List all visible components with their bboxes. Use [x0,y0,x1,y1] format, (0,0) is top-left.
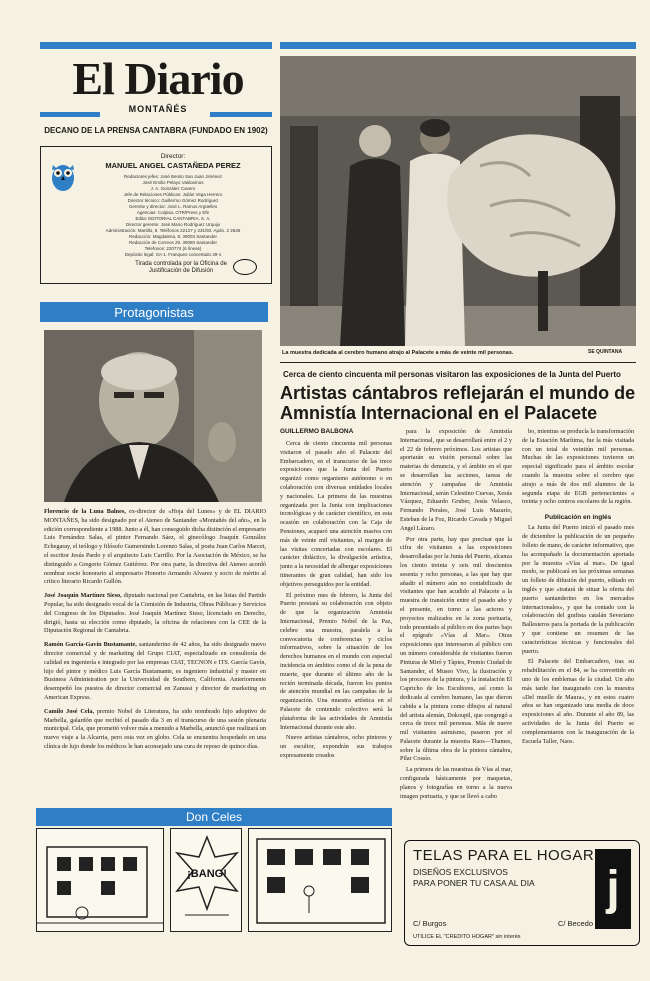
article-paragraph: La primera de las muestras de Vías al mar, configurada básicamente por maquetas, planos y fotografías en torno a la nueva imagen portuaria, y que se llevó a cabo [400,766,512,800]
protagonista-name: Florencio de la Luna Balnes, [44,508,126,515]
comic-panel-1 [36,828,164,932]
masthead-tagline: DECANO DE LA PRENSA CANTABRA (FUNDADO EN 1902) [44,126,268,135]
protagonista-body: premio Nobel de Literatura, ha sido nombrado hijo adoptivo de Marbella, galardón que recibió el pasado día 3 en el transcurso de una sesión plenaria municipal. Cela, que prometió volver más a menudo a Marbella, anunció que realizará un nuevo viaje a la Alcarria, pero esta vez en globo. Cela se encuentra hospedado en una clínica de lujo donde los médicos le han aconsejado una cura de reposo de quince días. [44,707,266,750]
comic-panel-2 [170,828,242,932]
caption-rule [280,362,636,363]
photo-credit: SE QUINTANA [588,349,623,355]
comic-balloon-text: ¡BANG! [187,868,227,880]
article-paragraph: Nueve artistas cántabros, ocho pintores y un escultor, expondrán sus trabajos expresamente creados [280,734,392,759]
ad-line-1: DISEÑOS EXCLUSIVOS [413,867,508,877]
masthead-subtitle: MONTAÑÉS [128,104,188,114]
staff-line: Edita: EDITORIAL CANTABRIA, S. A. [135,215,211,221]
article-headline: Artistas cántabros reflejarán el mundo de Amnistía Internacional en el Palacete [280,383,636,423]
article-column-1 [280,440,392,836]
staff-line: Redacción de Correos 29. 39080 Santander [128,240,218,246]
staff-line: Gerente y director: José L. Ramos Argüelles [128,203,218,209]
protagonista-paragraph [44,592,266,636]
advertisement [404,840,640,946]
ad-line-2: PARA PONER TU CASA AL DIA [413,878,535,889]
article-paragraph: bo, mientras se producía la transformación de la Estación Marítima, fue la más visitada con un total de veintiún mil personas. Muchas de las exposiciones tuvieron un especial significado para el ámbito escolar cuando la muestra sobre el cerebro que atrajo a más de dos mil alumnos de la segunda etapa de EGB pertenecientes a treinta y ocho centros escolares de la región. [522,428,634,506]
staff-box [40,146,272,284]
top-rule-left [40,42,272,49]
masthead-title: El Diario [72,53,244,104]
article-paragraph: La Junta del Puerto inició el pasado mes de diciembre la publicación de un pequeño folleto de mano, de carácter informativo, que ha acompañado la documentación aportada por la muestra «Vías al mar». De igual modo, se publicará en las próximas semanas un folleto de difusión del puerto, editado en inglés y que «tratará de situar la oferta del puerto santanderino en los mercados internacionales», y que ha contado con la colaboración del grafista catalán Severiano Ballesteros para la portada de la publicación y que contiene un resumen de las características técnicas y funcionales del puerto. [522,524,634,655]
staff-line: Director técnico: Guillermo Gómez Rodríguez [127,197,219,203]
staff-line: J. A. González Cavero [150,185,196,191]
staff-line: Jefe de Relaciones Públicas: Julián Vega Herrero [123,191,223,197]
ad-address-2: C/ Becedo [557,919,593,928]
owl-logo-icon [49,159,77,193]
staff-lines [81,174,265,259]
protagonista-paragraph [44,508,266,587]
staff-line: Redacción: Magdalena, 8. 39003 Santander [128,234,218,240]
protagonista-paragraph [44,708,266,752]
top-rule-right [280,42,636,49]
director-label: Director: [160,153,186,160]
protagonista-paragraph [44,641,266,703]
staff-line: Telefonos: 220774 (6 líneas) [144,246,202,252]
protagonista-name: Ramón García-Gavín Bustamante, [44,641,137,649]
protagonista-name: José Joaquín Martínez Sieso, [44,592,122,600]
protagonista-body: diputado nacional por Cantabria, en las listas del Partido Popular, ha sido designado vocal de la Comisión de Industria, Obras Públicas y Servicios del Congreso de los Diputados. José Joaquín Martínez Sieso, licenciado en Derecho, dirigió, hasta su elección como diputado, la oficina de relaciones con la CEE de la Diputación Regional de Cantabria. [44,592,267,635]
article-byline: GUILLERMO BALBONA [280,428,354,435]
ad-addresses [413,919,593,928]
staff-line: Agencias: Colpisa, OTR/Press y Efe [136,209,210,215]
ad-address-1: C/ Burgos [413,919,447,928]
article-subhead: Publicación en inglés [544,514,612,522]
protagonista-body: ex-director de «Hoja del Lunes» y de EL DIARIO MONTAÑES, ha sido designado por el Ateneo de Santander «Montañés del año», en la edición correspondiente a 1988. Junto a él, han conseguido dicha distinción el empresario Luis Fernández Salas, el pintor Fernando Sáez, el ginecólogo Joaquín González Echegaray, el teólogo y filósofo Gumersindo Lorenzo Salas, el poeta Juan Carlos Marcet, el escritor Jesús Pardo y el arquitecto Luis Carrillo. Por la Asociación de México, se ha distinguido a Gregorio Gómez Gutiérrez. Por otra parte, la directiva del Ateneo acordó nombrar socio honorario al empresario Honorio Armando Alvarez y socio de mérito al crítico literario Ricardo Gullón. [44,508,266,586]
protagonista-body: santanderino de 42 años, ha sido designado nuevo director comercial y de marketing del Grupo CIAT, especializado en consultoría de calidad en ingeniería e integrado por las empresas CIAT, TECNON e ITS. García Gavín, hijo del pintor y médico Luis García Bustamante, es ingeniero industrial y master en Business Administration por la Universidad de Southern, California. Anteriormente desempeñó los puestos de director comercial en Zanussi y director de marketing en American Express. [44,641,266,701]
staff-line: Administración: Martillo, 8. Teléfonos 22127 y 231/92. Apdo. 2 2636 [105,228,241,234]
article-column-2 [400,428,512,836]
ad-title: TELAS PARA EL HOGAR [413,847,595,864]
article-column-3 [522,428,634,836]
staff-line: Depósito legal: SA-1. Franqueo concertado 39-1 [124,252,222,258]
ad-logo: j [595,849,631,929]
staff-line: Director gerente: José Mario Rodríguez Urquijo [125,222,221,227]
director-name: MANUEL ANGEL CASTAÑEDA PEREZ [105,161,241,171]
article-paragraph: para la exposición de Amnistía Internacional, que se desarrollará entre el 2 y el 22 de febrero próximos. Los artistas que aportarán su visión personal sobre las materias de denuncia, y el ámbito en el que se desarrollan las acciones, tareas de atención y campañas de Amnistía Internacional, serán Celestino Cuevas, Xesús Vázquez, Eduardo Gruber, Jesús Velasco, Fernando Perales, José Luis Mazarío, Esteban de la Foz, Ricardo Cavada y Miguel Angel Lázaro. [400,428,512,532]
article-paragraph: El próximo mes de febrero, la Junta del Puerto prestará su colaboración con objeto de que la organización Amnistía Internacional, Premio Nobel de la Paz, celebre una muestra, paralela a la convocatoria de conferencias y ciclos informativos, sobre la situación de los derechos humanos en el mundo con especial incidencia en ámbitos como el de la pena de muerte, que durante el último año de la recién terminada década, fueron los puntos de atención mundial en las campañas de la organización. Una muestra artística en el Palacete de contenido colectivo será la plataforma de las actividades de Amnistía Internacional durante este año. [280,591,392,731]
ojd-seal-icon [233,259,257,275]
photo-caption: La muestra dedicada al cerebro humano atrajo al Palacete a más de veinte mil personas. [282,350,514,356]
protagonistas-header: Protagonistas [40,302,268,322]
article-paragraph: El Palacete del Embarcadero, tras su rehabilitación en el 84, se ha convertido en uno de los emblemas de la ciudad. Un año más tarde fue inaugurado con la muestra «Del muelle de Maura», y en estos cuatro años se han organizado una media de doce exposiciones al año. Durante el año 89, las actividades de la Junta del Puerto se complementaron con la inauguración de la Escuela Taller, Naos. [522,658,634,745]
ad-footer: UTILICE EL "CREDITO HOGAR" sin interés [413,934,521,940]
article-paragraph: Cerca de ciento cincuenta mil personas visitaron el pasado año el Palacete del Embarcadero, en el transcurso de las trece exposiciones que la Junta del Puerto organizó como organismo autónomo o en colaboración con diversas entidades locales y nacionales. La primera de las muestras organizada por la Junta con implicaciones tecnológicas y de carácter científico, en esta ocasión en colaboración con la Caja de Pensiones, acaparó una atención masiva con más de veinte mil visitantes, al margen de las visitas concertadas con escolares. El carácter didáctico, la divulgación artística, junto a la necesidad de albergar exposiciones itinerantes de gran calidad, han sido los objetivos perseguidos por la entidad. [280,440,392,588]
protagonista-name: Camilo José Cela, [44,707,95,715]
protagonistas-text [44,508,266,757]
article-paragraph: Por otra parte, hay que precisar que la cifra de visitantes a las exposiciones desarrolladas por la Junta del Puerto, alcanza los ciento treinta y seis mil doscientos sesenta y ocho personas, a las que hay que añadir el número aún no contabilizado de visitantes que han acudido al Palacete a la muestra de transición entre el pasado año y el presente, en torno a las actores y proyectos realizados en la zona portuaria, todo presentado al público en dos partes bajo el epígrafe «Vías al Mar». Otras exposiciones que interesaron al público con un número considerable de visitantes fueron Pinturas de Miró y Tàpies, Premio Ciudad de Santander, el Museo Vivo, la ilustración y los procesos de la pintura, y la instalación El Capricho de los Escultores, así como la dedicada al cerebro humano, las que dieron cabida a la pintura como dibujos al natural del artista alemán, Dokoupil, que congregó a cerca de trece mil personas. Más de nueve mil visitantes asimismo, pasaron por el Palacete durante la muestra Raos—Thames, sobre la última obra de la pintora cántabra, Pilar Cossío. [400,535,512,763]
director-block [81,153,265,171]
exhibition-photo [280,56,636,346]
protagonista-portrait [44,330,262,502]
circulation-note: Tirada controlada por la Oficina de Justificación de Difusión [135,260,227,274]
comic-panel-3 [248,828,392,932]
article-kicker: Cerca de ciento cincuenta mil personas visitaron las exposiciones de la Junta del Puerto [283,370,621,379]
comic-header: Don Celes [36,808,392,826]
staff-line: José Emilio Pelayo Valdovinos [142,179,204,185]
staff-line: Redactores jefes: José Benito San Juan Jiménez [123,173,223,179]
